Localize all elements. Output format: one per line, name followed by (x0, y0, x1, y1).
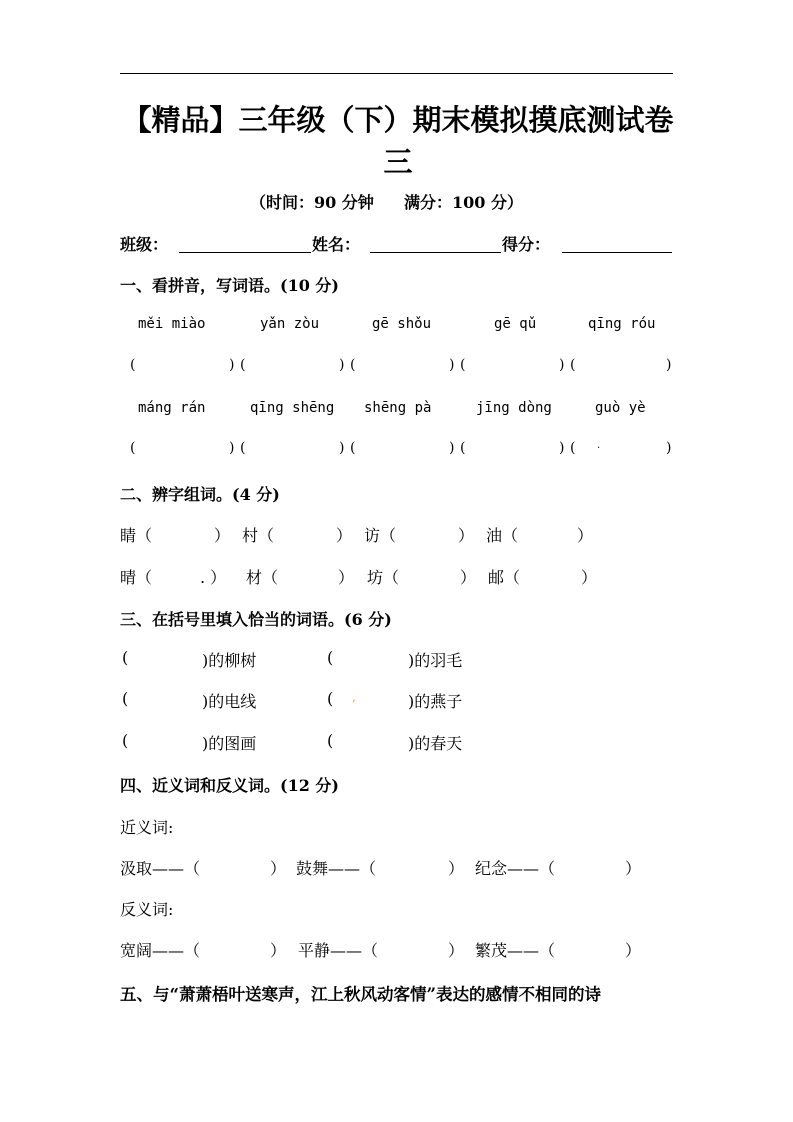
char-prompt: 村（ (242, 526, 275, 545)
time-info: （时间：90 分钟 (250, 193, 374, 212)
word-close: ） (448, 859, 465, 878)
fill-open[interactable]: ( (122, 731, 129, 750)
answer-close: ) (229, 440, 235, 456)
char-prompt: 访（ (364, 526, 397, 545)
fill-phrase: )的羽毛 (408, 651, 463, 670)
answer-close: ) (339, 357, 345, 373)
answer-close: ) (449, 357, 455, 373)
word-close: ） (625, 859, 642, 878)
name-label: 姓名： (312, 235, 361, 254)
answer-open[interactable]: ( (240, 440, 246, 456)
answer-open[interactable]: ( (570, 357, 576, 373)
word-prompt: 繁茂——（ (475, 941, 556, 960)
name-field[interactable] (370, 252, 501, 253)
char-prompt: 坊（ (367, 568, 400, 587)
char-prompt: 晴（ (120, 568, 153, 587)
antonym-label: 反义词: (120, 900, 174, 919)
score-label: 得分： (502, 235, 551, 254)
fill-phrase: )的春天 (408, 734, 463, 753)
fill-open[interactable]: ( (122, 648, 129, 667)
answer-close: ) (339, 440, 345, 456)
char-prompt: 邮（ (488, 568, 521, 587)
pinyin-item: jīng dòng (476, 400, 552, 416)
pinyin-item: yǎn zòu (260, 316, 320, 332)
answer-close: ) (229, 357, 235, 373)
answer-open[interactable]: ( (130, 357, 136, 373)
word-prompt: 鼓舞——（ (296, 859, 377, 878)
word-prompt: 宽阔——（ (120, 941, 201, 960)
word-close: ） (625, 941, 642, 960)
answer-open[interactable]: ( (130, 440, 136, 456)
answer-open[interactable]: ( (570, 440, 576, 456)
class-field[interactable] (179, 252, 311, 253)
fill-phrase: )的电线 (202, 692, 257, 711)
char-close: ） (336, 526, 353, 545)
pinyin-item: shēng pà (364, 400, 432, 416)
pinyin-item: máng rán (138, 400, 206, 416)
answer-close: ) (559, 440, 565, 456)
answer-close: ) (666, 357, 672, 373)
word-close: ） (270, 941, 287, 960)
section-5-heading: 五、与“萧萧梧叶送寒声，江上秋风动客情”表达的感情不相同的诗 (120, 985, 601, 1004)
char-close: ） (460, 568, 477, 587)
char-close: ） (214, 526, 231, 545)
fill-phrase: )的燕子 (408, 692, 463, 711)
stray-mark: , (352, 690, 356, 704)
answer-open[interactable]: ( (350, 357, 356, 373)
char-close: ） (338, 568, 355, 587)
page-title-cont: 三 (383, 145, 413, 179)
answer-close: ) (449, 440, 455, 456)
answer-open[interactable]: ( (460, 357, 466, 373)
char-prompt: 油（ (486, 526, 519, 545)
fill-open[interactable]: ( (327, 689, 334, 708)
char-close: . ） (200, 568, 227, 587)
section-2-heading: 二、辨字组词。(4 分) (120, 485, 280, 504)
char-close: ） (581, 568, 598, 587)
pinyin-item: qīng shēng (250, 400, 335, 416)
section-1-heading: 一、看拼音，写词语。(10 分) (120, 276, 339, 295)
word-close: ） (448, 941, 465, 960)
section-4-heading: 四、近义词和反义词。(12 分) (120, 776, 339, 795)
stray-dot: . (597, 440, 601, 451)
pinyin-item: měi miào (138, 316, 206, 332)
fill-phrase: )的柳树 (202, 651, 257, 670)
answer-close: ) (559, 357, 565, 373)
score-field[interactable] (562, 252, 672, 253)
word-prompt: 纪念——（ (475, 859, 556, 878)
answer-open[interactable]: ( (460, 440, 466, 456)
pinyin-item: gē qǔ (494, 316, 537, 332)
answer-open[interactable]: ( (350, 440, 356, 456)
char-prompt: 睛（ (120, 526, 153, 545)
char-close: ） (458, 526, 475, 545)
pinyin-item: qīng róu (588, 316, 656, 332)
char-close: ） (577, 526, 594, 545)
fill-open[interactable]: ( (327, 648, 334, 667)
word-prompt: 汲取——（ (120, 859, 201, 878)
section-3-heading: 三、在括号里填入恰当的词语。(6 分) (120, 610, 392, 629)
score-info: 满分：100 分） (404, 193, 523, 212)
answer-open[interactable]: ( (240, 357, 246, 373)
fill-phrase: )的图画 (202, 734, 257, 753)
answer-close: ) (666, 440, 672, 456)
page-title: 【精品】三年级（下）期末模拟摸底测试卷 (122, 103, 674, 137)
pinyin-item: guò yè (595, 400, 646, 416)
pinyin-item: gē shǒu (372, 316, 432, 332)
class-label: 班级： (120, 235, 169, 254)
synonym-label: 近义词: (120, 818, 174, 837)
word-prompt: 平静——（ (298, 941, 379, 960)
char-prompt: 材（ (246, 568, 279, 587)
fill-open[interactable]: ( (122, 689, 129, 708)
fill-open[interactable]: ( (327, 731, 334, 750)
word-close: ） (270, 859, 287, 878)
top-rule (120, 73, 673, 74)
